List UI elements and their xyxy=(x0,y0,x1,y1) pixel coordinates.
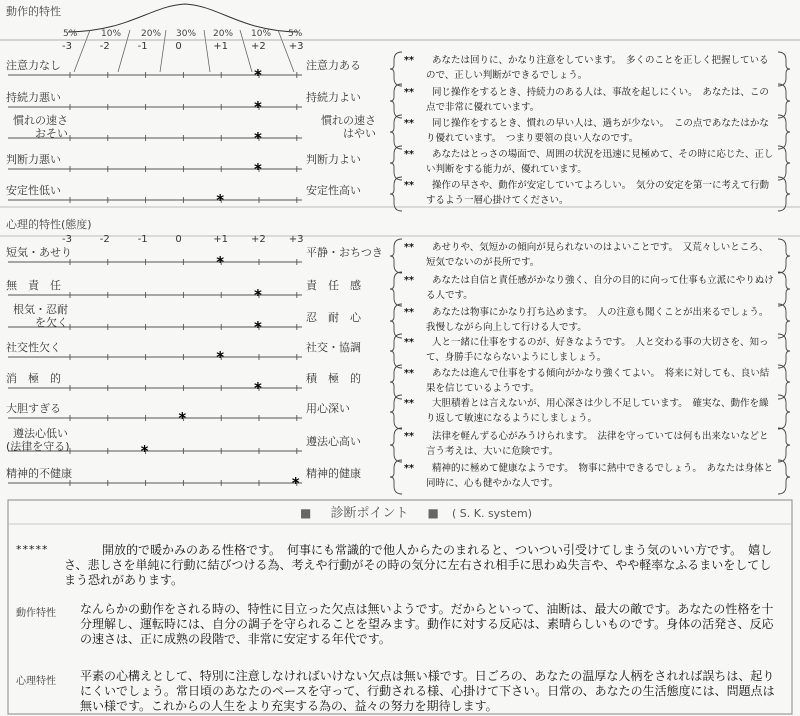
comment-mark: ** xyxy=(404,149,414,160)
bracket-left xyxy=(390,365,402,399)
bracket-right xyxy=(778,177,790,211)
trait-left-label: 短気・あせり xyxy=(6,246,72,259)
scale-tick-label: -2 xyxy=(99,234,110,245)
trait-comment: あなたは回りに、かなり注意をしています。 多くのことを正しく把握しているので、正しい判断ができるでしょう。 xyxy=(426,55,769,81)
bracket-left xyxy=(390,146,402,180)
trait-right-label: 忍 耐 心 xyxy=(306,311,361,324)
percentage-label: 5% xyxy=(288,29,303,39)
bracket-left xyxy=(390,52,402,86)
bracket-left xyxy=(390,460,402,494)
motion-section-title: 動作的特性 xyxy=(6,5,61,18)
trait-left-label: 大胆すぎる xyxy=(6,402,61,415)
percentage-label: 30% xyxy=(176,29,197,39)
scale-tick-label: -3 xyxy=(62,41,72,52)
trait-right-label: 判断力よい xyxy=(306,153,361,166)
trait-right-label: 用心深い xyxy=(306,402,350,415)
score-mark: * xyxy=(291,474,300,492)
psych-text: 平素の心構えとして、特別に注意しなければいけない欠点は無い様です。日ごろの、あなたの温厚な人柄をされれば誤ちは、起りにくいでしょう。常日頃のあなたのペースを守って、行動される様、心掛けて下さい。日常の、あなたの生活態度には、問題点は無い様です。これからの人生をより充実する為の、益々の努力を期待します。 xyxy=(80,669,775,713)
scale-tick-label: +3 xyxy=(288,41,304,52)
score-mark: * xyxy=(254,129,262,147)
trait-left-label: 社交性欠く xyxy=(6,341,61,354)
score-mark: * xyxy=(254,160,262,178)
trait-left-label: 根気・忍耐 を欠く xyxy=(13,303,68,329)
diagnosis-title: 診断ポイント xyxy=(330,506,409,521)
scale-tick-label: -1 xyxy=(137,41,148,52)
diagnosis-header xyxy=(300,502,532,521)
scale-tick-label: +3 xyxy=(288,234,304,245)
trait-right-label: 安定性高い xyxy=(306,184,361,197)
bracket-right xyxy=(778,365,790,399)
psych-section-title: 心理的特性(態度) xyxy=(6,218,92,231)
trait-comment: 精神的に極めて健康なようです。 物事に熱中できるでしょう。 あなたは身体と同時に、心も健やかな人です。 xyxy=(426,463,774,489)
comment-mark: ** xyxy=(404,307,414,318)
percentage-label: 20% xyxy=(213,29,234,39)
score-mark: * xyxy=(254,318,262,336)
percentage-label: 20% xyxy=(141,29,162,39)
comment-mark: ** xyxy=(404,463,414,474)
scale-tick-label: -1 xyxy=(137,234,148,245)
trait-left-label: 持続力悪い xyxy=(6,91,61,104)
trait-comment: 人と一緒に仕事をするのが、好きなようです。 人と交わる事の大切さを、知って、身勝手にならないようにしましょう。 xyxy=(426,337,769,363)
diagnosis-system: ( S. K. system) xyxy=(451,507,533,520)
trait-right-label: 精神的健康 xyxy=(306,467,361,480)
trait-right-label: 社交・協調 xyxy=(306,341,361,354)
psych-label: 心理特性 xyxy=(16,676,56,687)
scale-tick-label: +1 xyxy=(213,41,228,52)
trait-right-label: 積 極 的 xyxy=(306,372,361,385)
scale-tick-label: +1 xyxy=(213,234,228,245)
comment-mark: ** xyxy=(404,368,414,379)
score-mark: * xyxy=(216,191,225,209)
trait-comment: あなたは物事にかなり打ち込めます。 人の注意も聞くことが出来るでしょう。 我慢しながら向上して行ける人です。 xyxy=(426,307,774,333)
percentage-label: 10% xyxy=(251,29,272,39)
bracket-left xyxy=(390,272,402,306)
trait-left-label: 精神的不健康 xyxy=(6,467,72,480)
trait-comment: あなたは自信と責任感がかなり強く、自分の目的に向って仕事も立派にやりぬける人です。 xyxy=(426,275,774,301)
bracket-right xyxy=(778,304,790,338)
score-mark: * xyxy=(216,348,225,366)
trait-left-label: 遵法心低い (法律を守る) xyxy=(6,427,70,453)
trait-left-label: 注意力なし xyxy=(6,59,61,72)
comment-mark: ** xyxy=(404,337,414,348)
comment-mark: ** xyxy=(404,118,414,129)
bracket-right xyxy=(778,395,790,429)
bracket-left xyxy=(390,239,402,273)
scale-tick-label: 0 xyxy=(175,41,182,52)
score-mark: * xyxy=(140,442,149,460)
trait-right-label: 平静・おちつき xyxy=(306,246,383,259)
bracket-right xyxy=(778,84,790,118)
bracket-right xyxy=(778,334,790,368)
score-mark: * xyxy=(254,66,262,84)
score-mark: * xyxy=(254,379,262,397)
bracket-left xyxy=(390,395,402,429)
bracket-right xyxy=(778,239,790,273)
trait-left-label: 安定性低い xyxy=(6,184,61,197)
motion-text: なんらかの動作をされる時の、特性に目立った欠点は無いようです。だからといって、油断は、最大の敵です。あなたの性格を十分理解し、運転時には、自分の調子を守られることを望みます。動作に対する反応は、素晴らしいものです。身体の活発さ、反応の速さは、正に成熟の段階で、非常に安定する年代です。 xyxy=(80,602,774,646)
trait-comment: 操作の早さや、動作が安定していてよろしい。 気分の安定を第一に考えて行動するよう一層心掛けてください。 xyxy=(426,180,770,206)
trait-right-label: 責 任 感 xyxy=(306,279,361,292)
bracket-left xyxy=(390,428,402,462)
trait-left-label: 慣れの速さ おそい xyxy=(13,114,68,140)
score-mark: * xyxy=(254,286,262,304)
general-text: 開放的で暖かみのある性格です。 何事にも常識的で他人からたのまれると、ついつい引受けてしまう気のいい方です。 嬉しさ、悲しさを単純に行動に結びつける為、考えや行動がその時の気分に左右され相手に思わぬ失言や、やや軽率なふるまいをしてしまう恐れがあります。 xyxy=(64,543,773,587)
comment-mark: ** xyxy=(404,87,414,98)
trait-left-label: 消 極 的 xyxy=(6,372,61,385)
trait-right-label: 遵法心高い xyxy=(306,435,361,448)
comment-mark: ** xyxy=(404,55,414,66)
percentage-label: 10% xyxy=(101,29,122,39)
trait-right-label: 慣れの速さ はやい xyxy=(321,114,376,140)
percentage-label: 5% xyxy=(63,29,78,39)
car-icon: ■ xyxy=(427,506,439,520)
bracket-left xyxy=(390,84,402,118)
bracket-right xyxy=(778,428,790,462)
scale-tick-label: -3 xyxy=(62,234,72,245)
trait-right-label: 注意力ある xyxy=(306,59,361,72)
scale-tick-label: +2 xyxy=(251,234,266,245)
bracket-right xyxy=(778,460,790,494)
scale-tick-label: -2 xyxy=(99,41,110,52)
bracket-left xyxy=(390,177,402,211)
trait-comment: あせりや、気短かの傾向が見られないのはよいことです。 又荒々しいところ、短気でないのが長所です。 xyxy=(426,242,769,268)
bracket-right xyxy=(778,146,790,180)
trait-comment: 法律を軽んずる心がみうけられます。 法律を守っていては何も出来ないなどと言う考えは、大いに危険です。 xyxy=(426,431,769,457)
comment-mark: ** xyxy=(404,275,414,286)
scale-tick-label: 0 xyxy=(175,234,182,245)
bracket-right xyxy=(778,115,790,149)
bracket-left xyxy=(390,304,402,338)
trait-comment: 同じ操作をするとき、慣れの早い人は、過ちが少ない。 この点であなたはかなり優れています。 つまり要領の良い人なのです。 xyxy=(426,118,769,144)
trait-comment: あなたは進んで仕事をする傾向がかなり強くてよい。 将来に対しても、良い結果を信じているようです。 xyxy=(426,368,770,394)
trait-left-label: 判断力悪い xyxy=(6,153,61,166)
general-mark: ***** xyxy=(16,543,49,556)
car-icon: ■ xyxy=(300,506,312,520)
motion-label: 動作特性 xyxy=(16,608,56,619)
trait-comment: 大胆積着とは言えないが、用心深さは少し不足しています。 確実な、動作を繰り返して敏速になるようにしましょう。 xyxy=(426,398,769,424)
bracket-right xyxy=(778,272,790,306)
comment-mark: ** xyxy=(404,180,414,191)
comment-mark: ** xyxy=(404,398,414,409)
bracket-right xyxy=(778,52,790,86)
trait-left-label: 無 責 任 xyxy=(6,279,61,292)
trait-comment: 同じ操作をするとき、持続力のある人は、事故を起しにくい。 あなたは、この点で非常に優れています。 xyxy=(426,87,769,113)
trait-comment: あなたはとっさの場面で、周囲の状況を迅速に見極めて、その時に応じた、正しい判断をする能力が、優れています。 xyxy=(426,149,774,175)
score-mark: * xyxy=(178,409,187,427)
bracket-left xyxy=(390,334,402,368)
bracket-left xyxy=(390,115,402,149)
score-mark: * xyxy=(254,98,262,116)
score-mark: * xyxy=(216,253,225,271)
trait-right-label: 持続力よい xyxy=(306,91,361,104)
comment-mark: ** xyxy=(404,431,414,442)
comment-mark: ** xyxy=(404,242,414,253)
scale-tick-label: +2 xyxy=(251,41,266,52)
